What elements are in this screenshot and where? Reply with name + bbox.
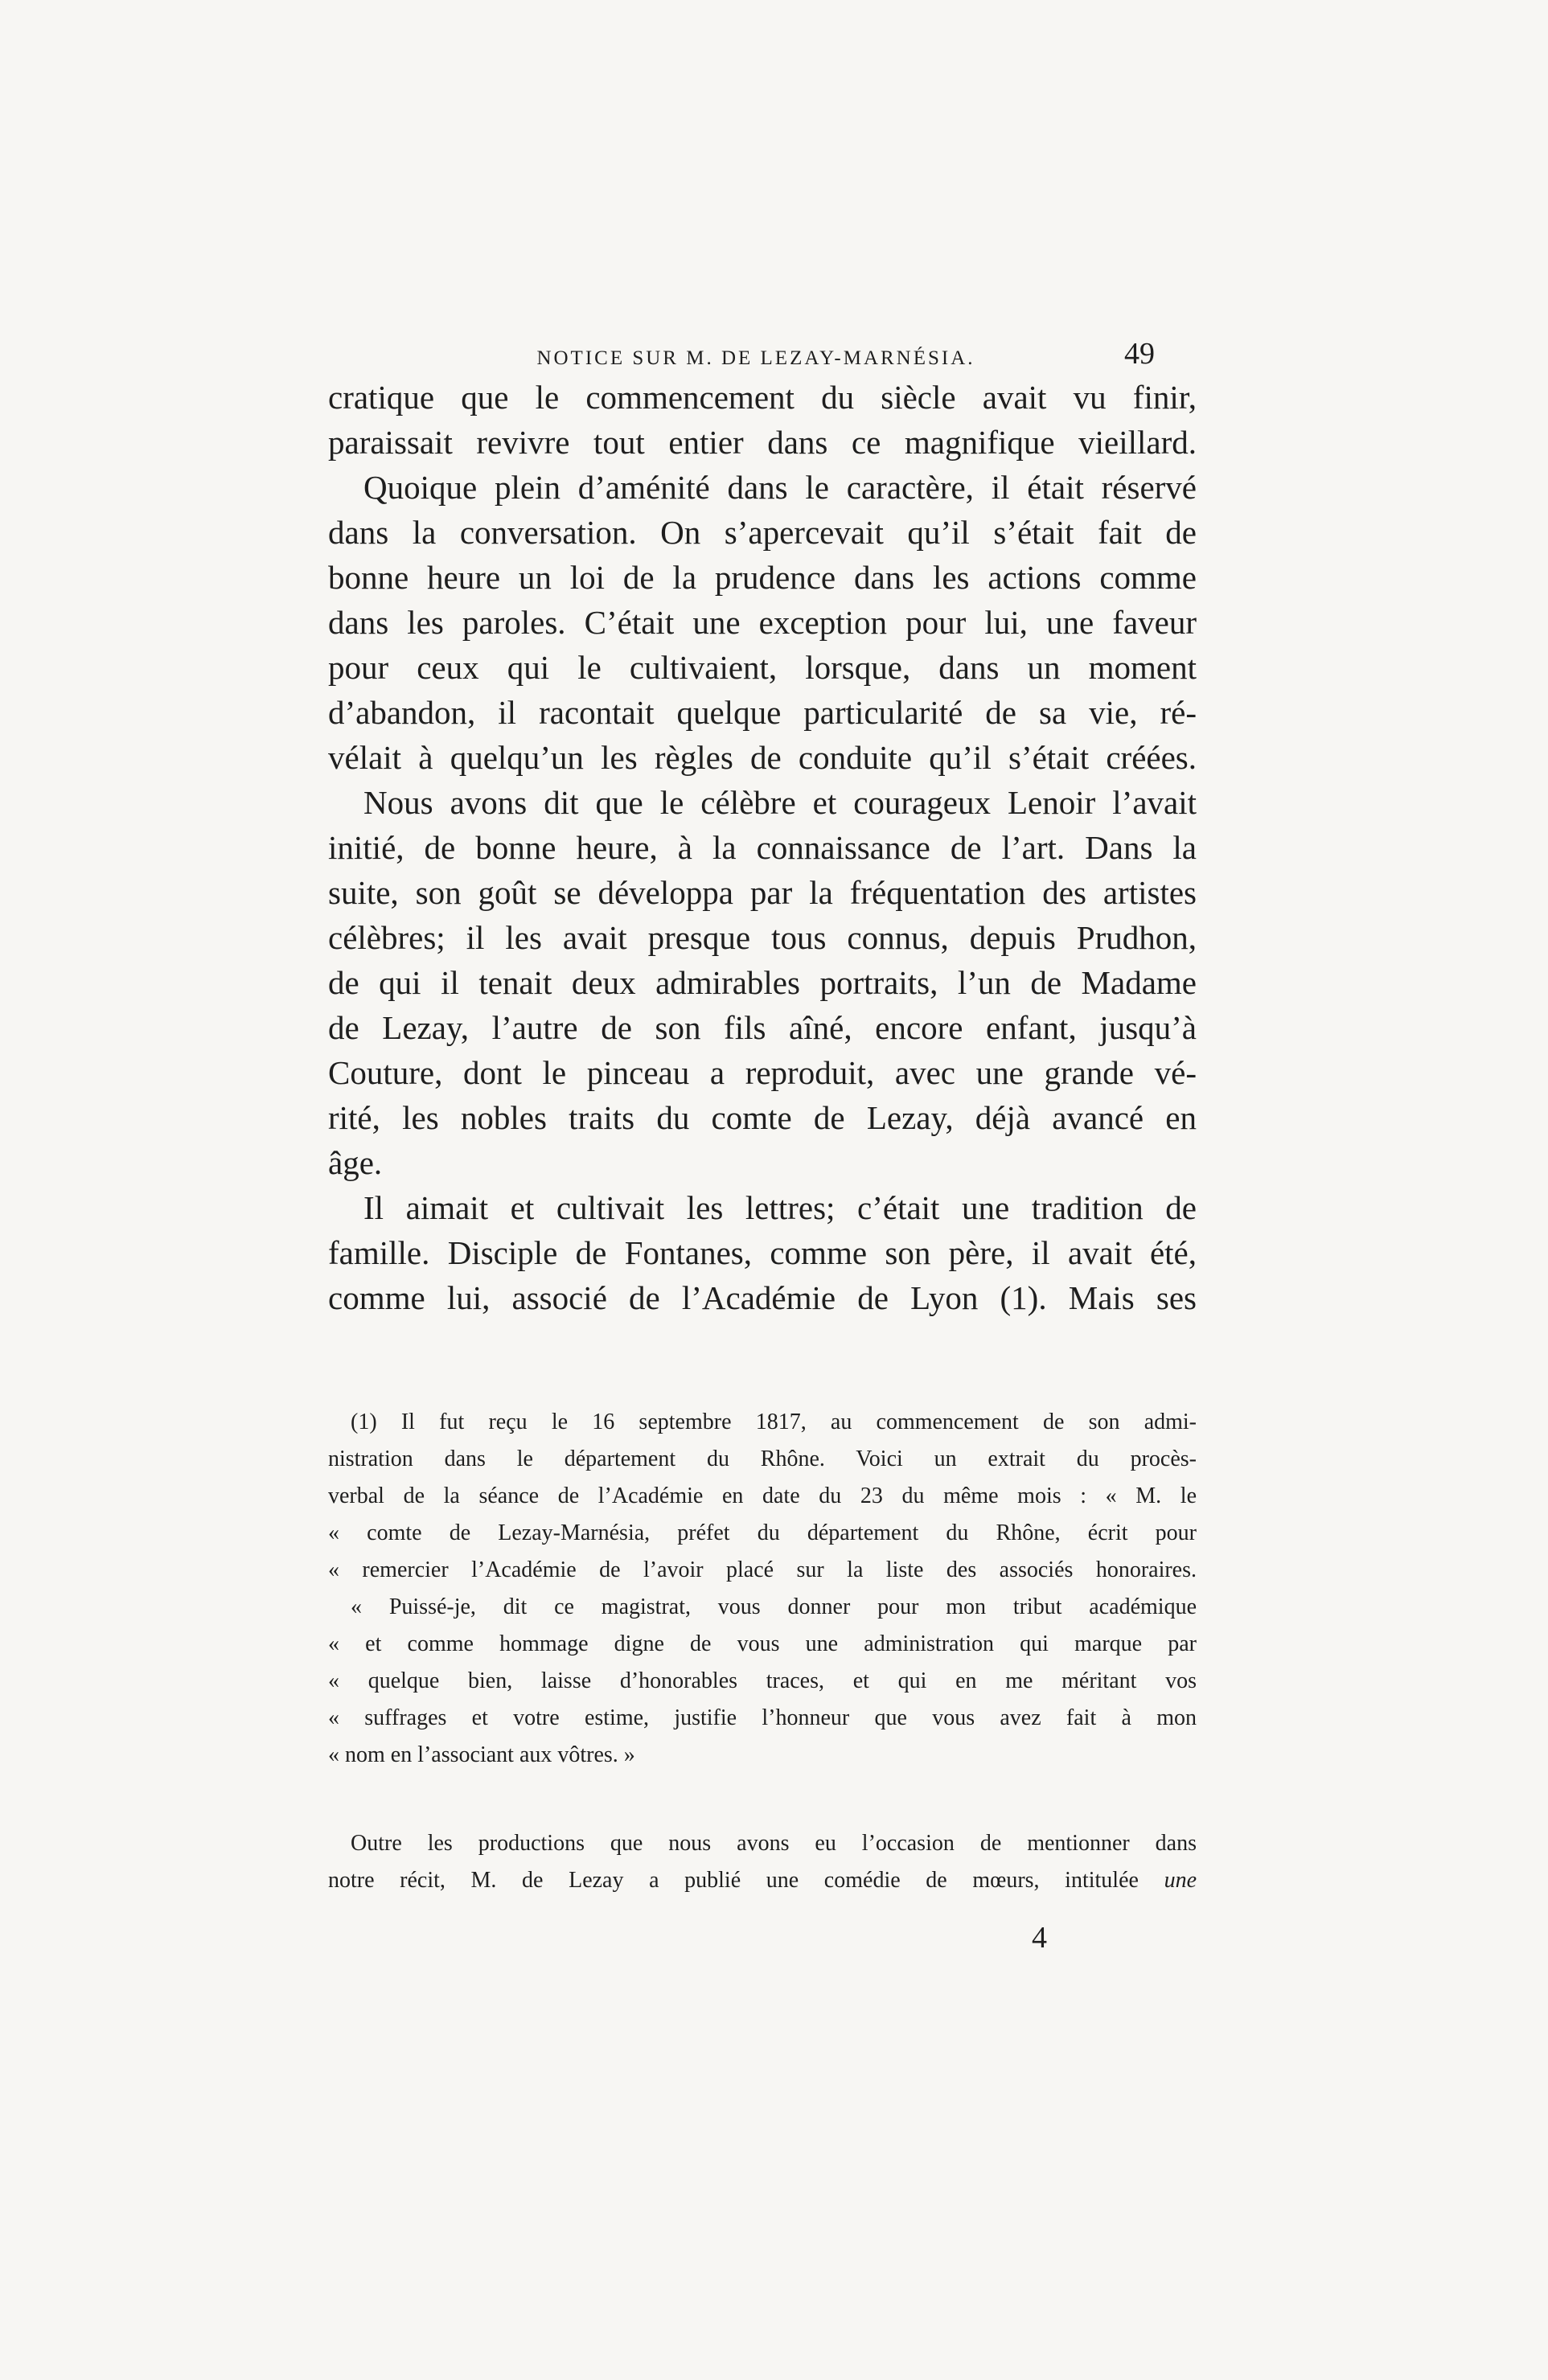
body-line: comme lui, associé de l’Académie de Lyon (1). Mais ses bbox=[328, 1279, 1197, 1316]
footnote-line: verbal de la séance de l’Académie en date du 23 du même mois : « M. le bbox=[328, 1483, 1197, 1508]
body-line: dans la conversation. On s’apercevait qu’il s’était fait de bbox=[328, 514, 1197, 551]
body-line: dans les paroles. C’était une exception pour lui, une faveur bbox=[328, 604, 1197, 641]
body-line: vélait à quelqu’un les règles de conduite qu’il s’était créées. bbox=[328, 739, 1197, 776]
continuation-note bbox=[328, 1825, 1197, 1899]
note-line-italic: une bbox=[1164, 1868, 1197, 1893]
footnote bbox=[328, 1404, 1197, 1774]
body-line: rité, les nobles traits du comte de Lezay, déjà avancé en bbox=[328, 1099, 1197, 1136]
footnote-line: « remercier l’Académie de l’avoir placé sur la liste des associés honoraires. bbox=[328, 1557, 1197, 1582]
body-line: famille. Disciple de Fontanes, comme son père, il avait été, bbox=[328, 1234, 1197, 1271]
footnote-line: (1) Il fut reçu le 16 septembre 1817, au commencement de son admi- bbox=[351, 1410, 1197, 1434]
footnote-line: nistration dans le département du Rhône. Voici un extrait du procès- bbox=[328, 1446, 1197, 1471]
footnote-line: « Puissé-je, dit ce magistrat, vous donner pour mon tribut académique bbox=[351, 1594, 1197, 1619]
body-line: pour ceux qui le cultivaient, lorsque, dans un moment bbox=[328, 649, 1197, 686]
body-line: paraissait revivre tout entier dans ce magnifique vieillard. bbox=[328, 424, 1197, 461]
body-line: de Lezay, l’autre de son fils aîné, encore enfant, jusqu’à bbox=[328, 1009, 1197, 1046]
body-line: âge. bbox=[328, 1144, 383, 1181]
note-line bbox=[328, 1862, 1197, 1899]
body-line: célèbres; il les avait presque tous connus, depuis Prudhon, bbox=[328, 919, 1197, 956]
body-line: Il aimait et cultivait les lettres; c’était une tradition de bbox=[363, 1189, 1197, 1226]
body-line: Couture, dont le pinceau a reproduit, avec une grande vé- bbox=[328, 1054, 1197, 1091]
main-text bbox=[328, 375, 1197, 1320]
note-line-text: notre récit, M. de Lezay a publié une comédie de mœurs, intitulée bbox=[328, 1868, 1139, 1893]
body-line: cratique que le commencement du siècle avait vu finir, bbox=[328, 379, 1197, 416]
page-number: 49 bbox=[1124, 337, 1155, 371]
running-head: NOTICE SUR M. DE LEZAY-MARNÉSIA. bbox=[536, 347, 975, 369]
body-line: initié, de bonne heure, à la connaissance de l’art. Dans la bbox=[328, 829, 1197, 866]
note-line: Outre les productions que nous avons eu l’occasion de mentionner dans bbox=[351, 1831, 1197, 1856]
body-line: Quoique plein d’aménité dans le caractère, il était réservé bbox=[363, 469, 1197, 506]
footnote-line: « quelque bien, laisse d’honorables traces, et qui en me méritant vos bbox=[328, 1668, 1197, 1693]
body-line: Nous avons dit que le célèbre et courageux Lenoir l’avait bbox=[363, 784, 1197, 821]
body-line: bonne heure un loi de la prudence dans les actions comme bbox=[328, 559, 1197, 596]
signature-mark: 4 bbox=[1032, 1921, 1047, 1955]
body-line: de qui il tenait deux admirables portraits, l’un de Madame bbox=[328, 964, 1197, 1001]
footnote-line: « et comme hommage digne de vous une administration qui marque par bbox=[328, 1631, 1197, 1656]
body-line: d’abandon, il racontait quelque particularité de sa vie, ré- bbox=[328, 694, 1197, 731]
footnote-line: « comte de Lezay-Marnésia, préfet du département du Rhône, écrit pour bbox=[328, 1520, 1197, 1545]
body-line: suite, son goût se développa par la fréquentation des artistes bbox=[328, 874, 1197, 911]
footnote-line: « nom en l’associant aux vôtres. » bbox=[328, 1742, 635, 1767]
footnote-line: « suffrages et votre estime, justifie l’honneur que vous avez fait à mon bbox=[328, 1705, 1197, 1730]
